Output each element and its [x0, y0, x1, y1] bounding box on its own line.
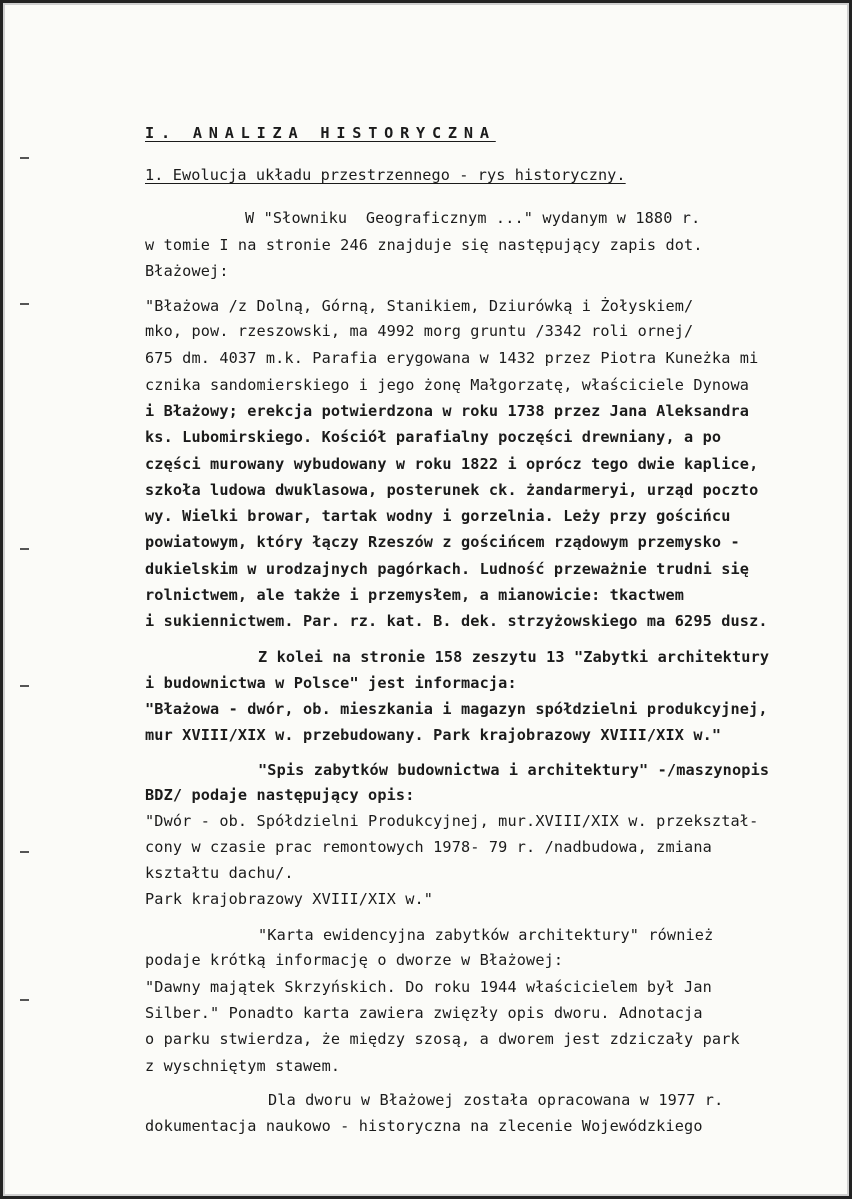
text-line: "Dawny majątek Skrzyńskich. Do roku 1944 właścicielem był Jan: [145, 978, 712, 996]
text-line: mko, pow. rzeszowski, ma 4992 morg gruntu /3342 roli ornej/: [145, 322, 694, 340]
text-line: rolnictwem, ale także i przemysłem, a mianowicie: tkactwem: [145, 586, 685, 604]
text-line: mur XVIII/XIX w. przebudowany. Park krajobrazowy XVIII/XIX w.": [145, 726, 722, 744]
section-heading: I. ANALIZA HISTORYCZNA: [145, 124, 496, 142]
text-line: "Dwór - ob. Spółdzielni Produkcyjnej, mur.XVIII/XIX w. przekształ-: [145, 812, 759, 830]
margin-mark: [20, 685, 29, 687]
text-line: i budownictwa w Polsce" jest informacja:: [145, 674, 517, 692]
text-line: W "Słowniku Geograficznym ..." wydanym w 1880 r.: [245, 209, 701, 227]
text-line: kształtu dachu/.: [145, 864, 294, 882]
text-line: "Karta ewidencyjna zabytków architektury" również: [258, 926, 714, 944]
text-line: z wyschniętym stawem.: [145, 1057, 341, 1075]
text-line: Dla dworu w Błażowej została opracowana w 1977 r.: [268, 1091, 724, 1109]
text-line: cznika sandomierskiego i jego żonę Małgorzatę, właściciele Dynowa: [145, 376, 750, 394]
text-line: dokumentacja naukowo - historyczna na zlecenie Wojewódzkiego: [145, 1117, 703, 1135]
text-line: powiatowym, który łączy Rzeszów z gościńcem rządowym przemysko -: [145, 533, 740, 551]
text-line: wy. Wielki browar, tartak wodny i gorzelnia. Leży przy gościńcu: [145, 507, 731, 525]
text-line: Błażowej:: [145, 262, 229, 280]
margin-mark: [20, 999, 29, 1001]
text-line: dukielskim w urodzajnych pagórkach. Ludność przeważnie trudni się: [145, 560, 750, 578]
text-line: 675 dm. 4037 m.k. Parafia erygowana w 1432 przez Piotra Kuneżka mi: [145, 349, 759, 367]
margin-mark: [20, 303, 29, 305]
text-line: ks. Lubomirskiego. Kościół parafialny poczęści drewniany, a po: [145, 428, 722, 446]
margin-mark: [20, 548, 29, 550]
text-line: i Błażowy; erekcja potwierdzona w roku 1738 przez Jana Aleksandra: [145, 402, 750, 420]
text-line: "Błażowa - dwór, ob. mieszkania i magazyn spółdzielni produkcyjnej,: [145, 700, 768, 718]
text-line: podaje krótką informację o dworze w Błażowej:: [145, 951, 564, 969]
margin-mark: [20, 157, 29, 159]
text-line: Z kolei na stronie 158 zeszytu 13 "Zabytki architektury: [258, 648, 770, 666]
text-line: Silber." Ponadto karta zawiera zwięzły opis dworu. Adnotacja: [145, 1004, 703, 1022]
text-line: "Błażowa /z Dolną, Górną, Stanikiem, Dziurówką i Żołyskiem/: [145, 297, 694, 315]
text-line: w tomie I na stronie 246 znajduje się następujący zapis dot.: [145, 236, 703, 254]
text-line: i sukiennictwem. Par. rz. kat. B. dek. strzyżowskiego ma 6295 dusz.: [145, 612, 768, 630]
margin-mark: [20, 851, 29, 853]
text-line: o parku stwierdza, że między szosą, a dworem jest zdziczały park: [145, 1030, 740, 1048]
subsection-heading: 1. Ewolucja układu przestrzennego - rys historyczny.: [145, 166, 626, 184]
text-line: "Spis zabytków budownictwa i architektury" -/maszynopis: [258, 761, 770, 779]
text-line: Park krajobrazowy XVIII/XIX w.": [145, 890, 434, 908]
text-line: części murowany wybudowany w roku 1822 i oprócz tego dwie kaplice,: [145, 455, 759, 473]
text-line: BDZ/ podaje następujący opis:: [145, 786, 415, 804]
text-line: cony w czasie prac remontowych 1978- 79 r. /nadbudowa, zmiana: [145, 838, 712, 856]
text-line: szkoła ludowa dwuklasowa, posterunek ck. żandarmeryi, urząd poczto: [145, 481, 759, 499]
